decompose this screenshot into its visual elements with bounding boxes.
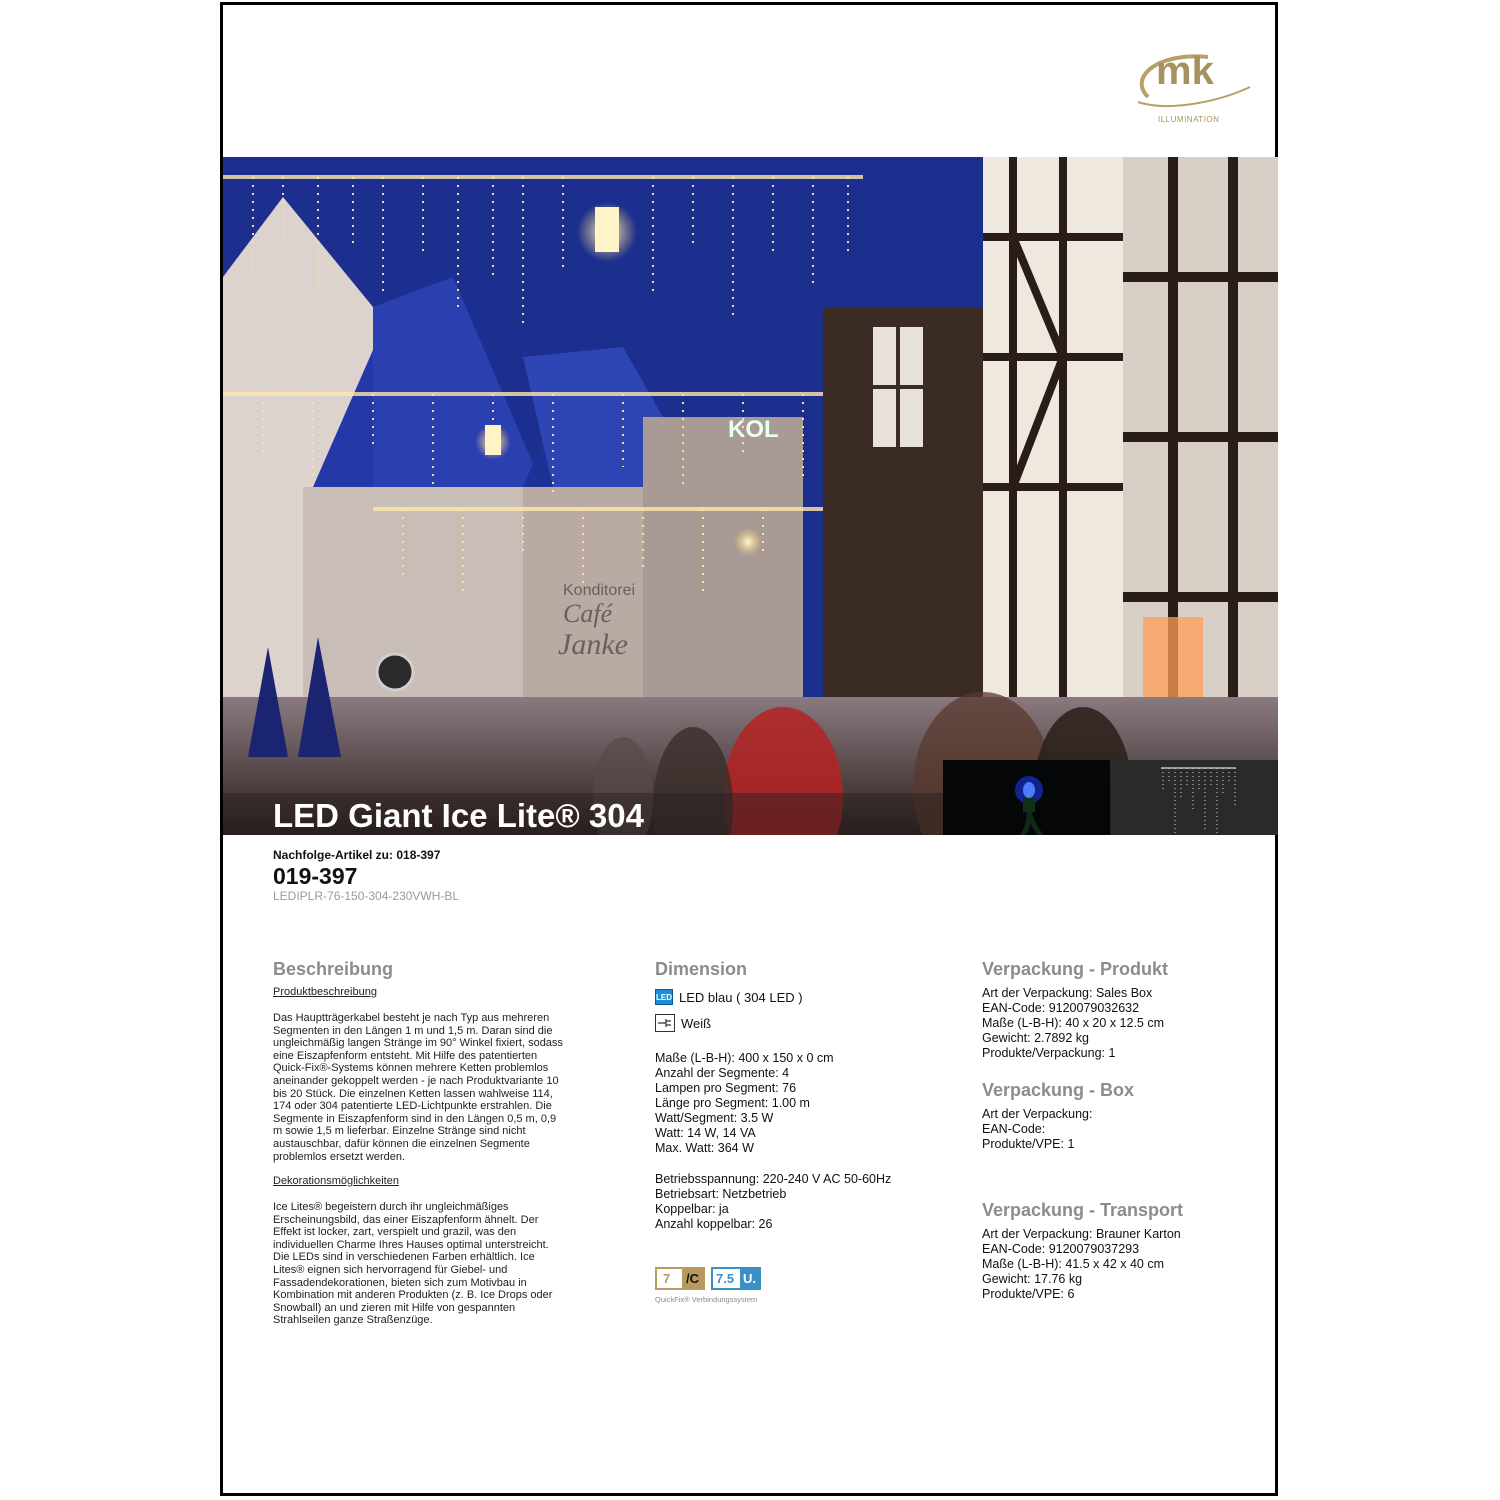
spec-line: Anzahl koppelbar: 26: [655, 1217, 773, 1231]
hero-street-photo: [223, 157, 1278, 835]
detail-line: Produkte/VPE: 1: [982, 1137, 1075, 1151]
sign-janke: Janke: [558, 628, 628, 661]
verpackung-transport-details: [982, 1227, 1181, 1302]
led-color-row: [655, 989, 803, 1005]
successor-article: Nachfolge-Artikel zu: 018-397: [273, 848, 441, 862]
heading-dimension: Dimension: [655, 959, 748, 979]
detail-line: EAN-Code: 9120079032632: [982, 1001, 1140, 1015]
led-bulb-thumbnail: [943, 760, 1110, 835]
hero-scene: [223, 157, 1278, 835]
detail-line: Produkte/VPE: 6: [982, 1287, 1075, 1301]
subheading-dekorationsmoeglichkeiten: Dekorationsmöglichkeiten: [273, 1175, 399, 1187]
spec-line: Betriebsspannung: 220-240 V AC 50-60Hz: [655, 1172, 892, 1186]
icicle-preview-icon: [1111, 760, 1278, 835]
detail-line: Art der Verpackung: Sales Box: [982, 986, 1153, 1000]
cable-color-label: Weiß: [681, 1015, 712, 1031]
product-title: LED Giant Ice Lite® 304: [273, 797, 644, 834]
quickfix-gold-number: 7: [663, 1271, 671, 1286]
detail-line: EAN-Code:: [982, 1122, 1046, 1136]
electrical-specs: [655, 1172, 891, 1232]
quickfix-blue-number: 7.5: [716, 1271, 735, 1286]
spec-line: Koppelbar: ja: [655, 1202, 729, 1216]
cable-color-row: [655, 1014, 711, 1032]
product-sku: LEDIPLR-76-150-304-230VWH-BL: [273, 889, 460, 903]
verpackung-box-details: [982, 1107, 1092, 1152]
spec-line: Betriebsart: Netzbetrieb: [655, 1187, 787, 1201]
quickfix-badge-blue: [711, 1267, 761, 1290]
detail-line: Art der Verpackung: Brauner Karton: [982, 1227, 1181, 1241]
detail-line: Art der Verpackung:: [982, 1107, 1093, 1121]
detail-line: Produkte/Verpackung: 1: [982, 1046, 1116, 1060]
logo-tagline: ILLUMINATION: [1158, 115, 1220, 124]
sign-cafe: Café: [563, 599, 613, 628]
logo-text: mk: [1156, 49, 1214, 93]
sign-konditorei: Konditorei: [563, 582, 636, 599]
text-produktbeschreibung: Das Hauptträgerkabel besteht je nach Typ aus mehreren Segmenten in den Längen 1 m und 1,5 m. Daran sind die ungleichmäßig langen Stränge im 90° Winkel fixiert, sodass eine Eiszapfenform entsteht. Mit Hilfe des patentierten Quick-Fix®-Systems können mehrere Ketten problemlos aneinander gekoppelt werden - je nach Produktvariante 10 bis 20 Stück. Die einzelnen Ketten lassen wahlweise 114, 174 oder 304 patentierte LED-Lichtpunkte erstrahlen. Die Segmente in Eiszapfenform sind in den Längen 0,5 m, 0,9 m sowie 1,5 m lieferbar. Einzelne Stränge sind nicht austauschbar, dafür können die einzelnen Segmente problemlos ersetzt werden.: [273, 1012, 563, 1163]
spec-line: Lampen pro Segment: 76: [655, 1081, 797, 1095]
heading-verpackung-produkt: Verpackung - Produkt: [982, 959, 1169, 979]
heading-verpackung-transport: Verpackung - Transport: [982, 1200, 1184, 1220]
dimension-specs: [655, 1051, 834, 1156]
led-color-label: LED blau ( 304 LED ): [679, 989, 803, 1005]
spec-line: Max. Watt: 364 W: [655, 1141, 754, 1155]
detail-line: Gewicht: 17.76 kg: [982, 1272, 1083, 1286]
detail-line: EAN-Code: 9120079037293: [982, 1242, 1140, 1256]
verpackung-produkt-details: [982, 986, 1164, 1061]
quickfix-blue-symbol: U.: [740, 1269, 759, 1288]
text-dekorationsmoeglichkeiten: Ice Lites® begeistern durch ihr ungleichmäßiges Erscheinungsbild, das einer Eiszapfenform ähnelt. Der Effekt ist locker, zart, verspielt und grazil, was den individuellen Charme Ihres Hauses optimal unterstreicht. Die LEDs sind in verschiedenen Farben erhältlich. Ice Lites® eignen sich hervorragend für Giebel- und Fassadendekorationen, bieten sich zum Motivbau in Kombination mit anderen Produkten (z. B. Ice Drops oder Snowball) an und zieren mit Hilfe von gespannten Strahlseilen ganze Straßenzüge.: [273, 1201, 553, 1327]
quickfix-gold-symbol: /C: [682, 1269, 703, 1288]
spec-line: Watt/Segment: 3.5 W: [655, 1111, 774, 1125]
cable-plug-icon: [655, 1014, 675, 1032]
subheading-produktbeschreibung: Produktbeschreibung: [273, 986, 377, 998]
datasheet-page: [220, 2, 1278, 1496]
quickfix-caption: QuickFix® Verbindungssystem: [655, 1295, 758, 1304]
heading-beschreibung: Beschreibung: [273, 959, 394, 979]
spec-line: Länge pro Segment: 1.00 m: [655, 1096, 810, 1110]
icicle-preview-thumbnail: [1111, 760, 1278, 835]
heading-verpackung-box: Verpackung - Box: [982, 1080, 1135, 1100]
spec-line: Anzahl der Segmente: 4: [655, 1066, 790, 1080]
quickfix-badge-gold: [655, 1267, 705, 1290]
spec-line: Maße (L-B-H): 400 x 150 x 0 cm: [655, 1051, 834, 1065]
detail-line: Maße (L-B-H): 41.5 x 42 x 40 cm: [982, 1257, 1165, 1271]
article-number: 019-397: [273, 863, 358, 889]
led-icon: LED: [655, 989, 673, 1005]
mk-illumination-logo: [1128, 47, 1253, 127]
detail-line: Maße (L-B-H): 40 x 20 x 12.5 cm: [982, 1016, 1165, 1030]
spec-line: Watt: 14 W, 14 VA: [655, 1126, 756, 1140]
led-bulb-icon: [943, 760, 1110, 835]
detail-line: Gewicht: 2.7892 kg: [982, 1031, 1090, 1045]
sign-kol: KOL: [728, 416, 779, 443]
